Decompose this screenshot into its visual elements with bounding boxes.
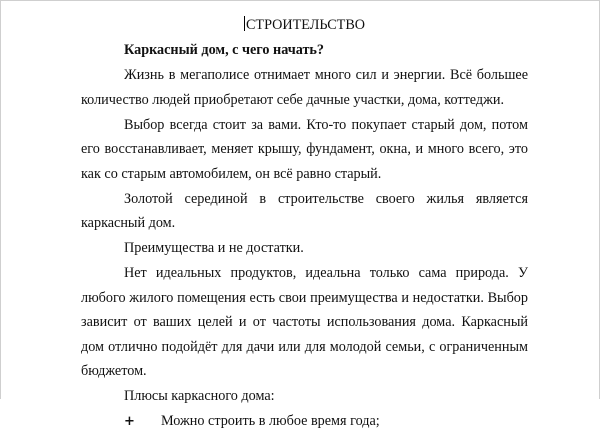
plus-bullet-icon: + [124,414,135,429]
paragraph-pros-cons-heading: Преимущества и не достатки. [124,240,304,256]
paragraph-no-ideal: Нет идеальных продуктов, идеальна только сама природа. У любого жилого помещения есть свои преимущества и недостатки. Выбор зависит от ваших целей и от частоты использования дома. Каркасный дом отлично подойдёт для дачи или для молодой семьи, с ограниченным бюджетом. [81,265,528,379]
paragraph-intro: Жизнь в мегаполисе отнимает много сил и энергии. Всё большее количество людей приобретают себе дачные участки, дома, коттеджи. [81,67,528,108]
paragraph-choice: Выбор всегда стоит за вами. Кто-то покупает старый дом, потом его восстанавливает, меняет крышу, фундамент, окна, и много всего, это как со старым автомобилем, он всё равно старый. [81,116,528,182]
document-body[interactable] [81,13,528,435]
text-cursor [244,16,245,31]
heading-text: СТРОИТЕЛЬСТВО [245,17,366,33]
list-item [81,409,528,435]
list-item-text: Можно строить в любое время года; [161,413,380,429]
article-subtitle: Каркасный дом, с чего начать? [124,42,325,58]
paragraph-pros-intro: Плюсы каркасного дома: [124,388,275,404]
paragraph-golden-middle: Золотой серединой в строительстве своего жилья является каркасный дом. [81,190,528,231]
document-heading [81,13,528,38]
